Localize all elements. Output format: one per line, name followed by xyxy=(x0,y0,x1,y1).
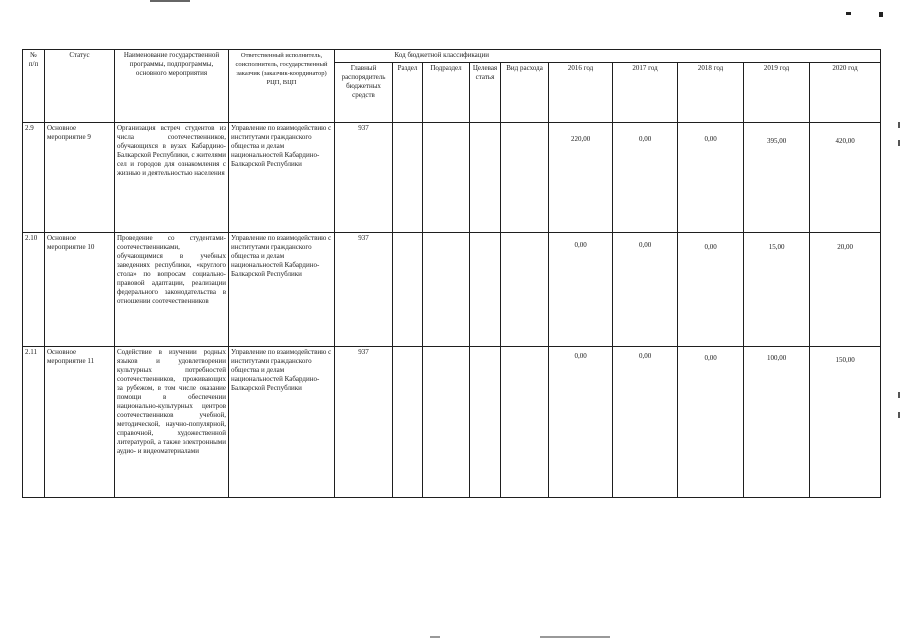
scan-artifact-bottom xyxy=(430,636,440,638)
row-target xyxy=(470,233,501,347)
row-grbs: 937 xyxy=(335,233,393,347)
row-value-2016: 0,00 xyxy=(549,347,613,498)
scan-edge-tick xyxy=(898,122,900,128)
row-num: 2.9 xyxy=(23,123,45,233)
row-num: 2.11 xyxy=(23,347,45,498)
table-row xyxy=(23,347,881,498)
row-status: Основное мероприятие 10 xyxy=(45,233,115,347)
header-year-2018: 2018 год xyxy=(678,63,744,123)
row-grbs: 937 xyxy=(335,347,393,498)
row-grbs: 937 xyxy=(335,123,393,233)
scan-mark-right xyxy=(879,12,883,17)
row-vid xyxy=(501,347,549,498)
scan-edge-tick xyxy=(898,392,900,398)
scan-mark-left xyxy=(846,12,851,15)
scan-artifact-top xyxy=(150,0,190,2)
row-target xyxy=(470,123,501,233)
row-value-2016: 0,00 xyxy=(549,233,613,347)
row-value-2016: 220,00 xyxy=(549,123,613,233)
row-status: Основное мероприятие 11 xyxy=(45,347,115,498)
row-value-2018: 0,00 xyxy=(678,347,744,498)
scan-artifact-bottom xyxy=(540,636,610,638)
row-razdel xyxy=(393,233,423,347)
row-executor: Управление по взаимодействию с институтами гражданского общества и делам национальностей Кабардино-Балкарской Республики xyxy=(229,347,335,498)
row-value-2018: 0,00 xyxy=(678,123,744,233)
row-value-2019: 100,00 xyxy=(744,347,810,498)
row-name: Содействие в изучении родных языков и удовлетворении культурных потребностей соотечественников, проживающих за рубежом, в том числе оказание помощи в обеспечении национально-культурных центров соотечественников учебной, методической, научно-популярной, справочной, художественной литературой, а также электронными аудио- и видеоматериалами xyxy=(115,347,229,498)
row-num: 2.10 xyxy=(23,233,45,347)
scan-edge-tick xyxy=(898,412,900,418)
row-value-2019: 15,00 xyxy=(744,233,810,347)
header-vid: Вид расхода xyxy=(501,63,549,123)
header-grbs: Главный распорядитель бюджетных средств xyxy=(335,63,393,123)
row-podrazdel xyxy=(423,347,470,498)
row-razdel xyxy=(393,123,423,233)
row-podrazdel xyxy=(423,123,470,233)
row-value-2020: 150,00 xyxy=(810,347,881,498)
row-status: Основное мероприятие 9 xyxy=(45,123,115,233)
row-target xyxy=(470,347,501,498)
scan-edge-tick xyxy=(898,140,900,146)
table-row xyxy=(23,233,881,347)
header-year-2016: 2016 год xyxy=(549,63,613,123)
header-num: № п/п xyxy=(23,50,45,123)
row-value-2020: 20,00 xyxy=(810,233,881,347)
program-table xyxy=(22,49,881,498)
header-name: Наименование государственной программы, подпрограммы, основного мероприятия xyxy=(115,50,229,123)
row-value-2017: 0,00 xyxy=(613,233,678,347)
row-value-2018: 0,00 xyxy=(678,233,744,347)
row-name: Проведение со студентами-соотечественниками, обучающимися в учебных заведениях республики, «круглого стола» по вопросам социально-правовой адаптации, реализации федерального законодательства в отношении соотечественников xyxy=(115,233,229,347)
row-vid xyxy=(501,123,549,233)
header-year-2019: 2019 год xyxy=(744,63,810,123)
row-value-2017: 0,00 xyxy=(613,347,678,498)
header-executor: Ответственный исполнитель, соисполнитель, государственный заказчик (заказчик-координатор) РЦП, ВЦП xyxy=(229,50,335,123)
row-razdel xyxy=(393,347,423,498)
row-executor: Управление по взаимодействию с институтами гражданского общества и делам национальностей Кабардино-Балкарской Республики xyxy=(229,123,335,233)
row-podrazdel xyxy=(423,233,470,347)
table-row xyxy=(23,123,881,233)
header-target: Целевая статья xyxy=(470,63,501,123)
row-value-2017: 0,00 xyxy=(613,123,678,233)
header-razdel: Раздел xyxy=(393,63,423,123)
header-podrazdel: Подраздел xyxy=(423,63,470,123)
row-name: Организация встреч студентов из числа соотечественников, обучающихся в вузах Кабардино-Балкарской Республики, с жителями сел и городов для ознакомления с жизнью и деятельностью населения xyxy=(115,123,229,233)
header-year-2020: 2020 год xyxy=(810,63,881,123)
header-status: Статус xyxy=(45,50,115,123)
row-executor: Управление по взаимодействию с институтами гражданского общества и делам национальностей Кабардино-Балкарской Республики xyxy=(229,233,335,347)
header-budget-code: Код бюджетной классификации xyxy=(335,50,549,63)
header-year-2017: 2017 год xyxy=(613,63,678,123)
header-years-spacer xyxy=(549,50,881,63)
row-value-2020: 420,00 xyxy=(810,123,881,233)
row-vid xyxy=(501,233,549,347)
row-value-2019: 395,00 xyxy=(744,123,810,233)
